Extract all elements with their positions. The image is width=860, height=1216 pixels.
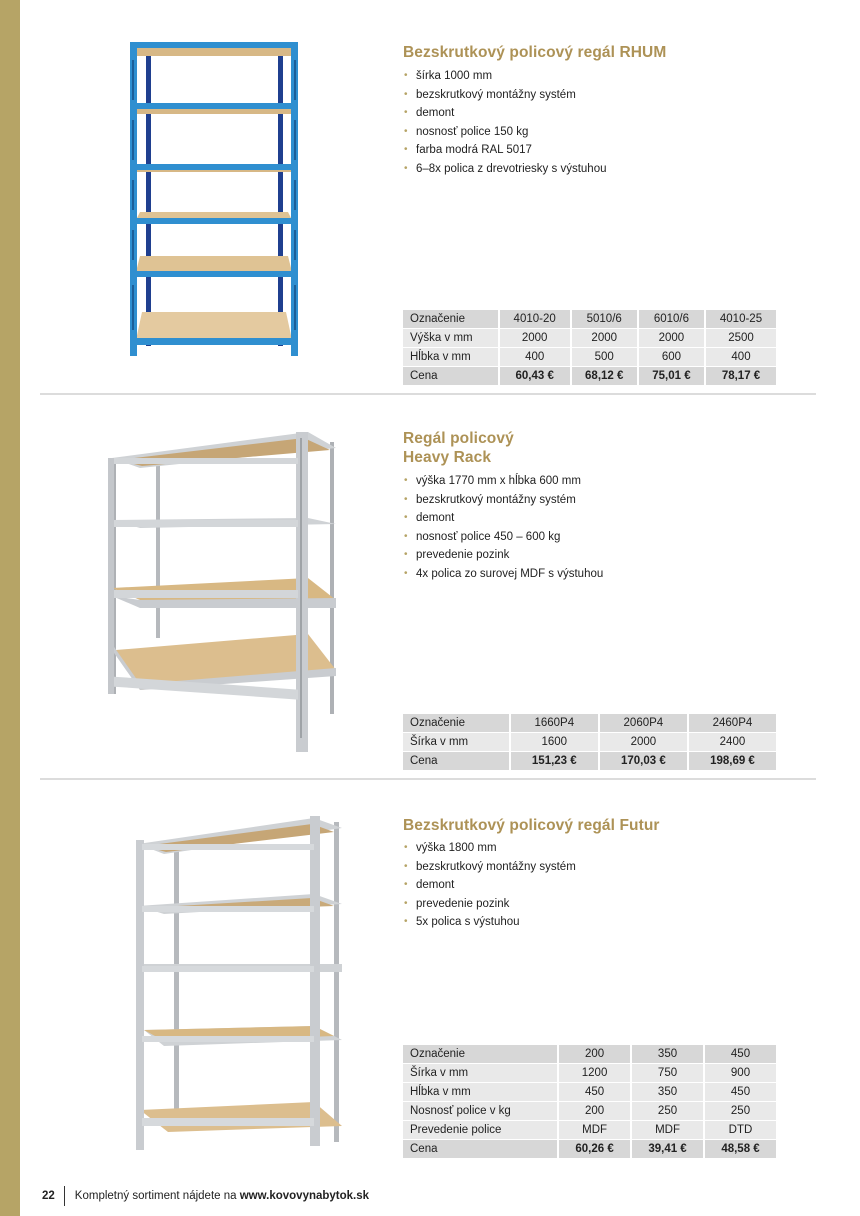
table-cell: Šírka v mm <box>403 733 509 752</box>
spec-table-heavy-rack <box>403 714 776 771</box>
table-cell: 2000 <box>637 329 704 348</box>
price-cell: 68,12 € <box>570 367 637 386</box>
feature-item: • bezskrutkový montážny systém <box>403 491 603 510</box>
table-cell: Výška v mm <box>403 329 498 348</box>
feature-item: • bezskrutkový montážny systém <box>403 858 576 877</box>
table-header-row <box>403 310 776 329</box>
table-cell: 2500 <box>704 329 776 348</box>
footer-text: Kompletný sortiment nájdete na <box>74 1190 237 1202</box>
table-row <box>403 1102 776 1121</box>
table-cell: 2060P4 <box>598 714 687 733</box>
table-cell: 1200 <box>557 1064 630 1083</box>
table-cell: 450 <box>703 1045 776 1064</box>
feature-list-futur <box>403 839 576 932</box>
table-cell: 400 <box>704 348 776 367</box>
table-cell: 750 <box>630 1064 703 1083</box>
table-cell: Označenie <box>403 714 509 733</box>
feature-item: • šírka 1000 mm <box>403 67 606 86</box>
feature-item: • 5x polica s výstuhou <box>403 913 576 932</box>
table-cell: Označenie <box>403 1045 557 1064</box>
feature-item: • bezskrutkový montážny systém <box>403 86 606 105</box>
feature-item: • prevedenie pozink <box>403 895 576 914</box>
table-cell: Cena <box>403 1140 557 1159</box>
table-cell: 4010-25 <box>704 310 776 329</box>
table-cell: 5010/6 <box>570 310 637 329</box>
blue-shelf-rack-illustration <box>128 40 300 358</box>
price-cell: 78,17 € <box>704 367 776 386</box>
table-cell: 250 <box>630 1102 703 1121</box>
feature-item: • 4x polica zo surovej MDF s výstuhou <box>403 565 603 584</box>
table-cell: 6010/6 <box>637 310 704 329</box>
feature-item: • výška 1800 mm <box>403 839 576 858</box>
table-cell: 450 <box>703 1083 776 1102</box>
table-cell: 2000 <box>570 329 637 348</box>
table-cell: 350 <box>630 1083 703 1102</box>
table-cell: 2460P4 <box>687 714 776 733</box>
price-cell: 75,01 € <box>637 367 704 386</box>
table-cell: 500 <box>570 348 637 367</box>
product-image-futur <box>134 814 344 1154</box>
price-cell: 39,41 € <box>630 1140 703 1159</box>
price-cell: 151,23 € <box>509 752 598 771</box>
table-cell: MDF <box>630 1121 703 1140</box>
feature-list-heavy-rack <box>403 472 603 584</box>
table-cell: 900 <box>703 1064 776 1083</box>
table-row <box>403 1064 776 1083</box>
feature-item: • farba modrá RAL 5017 <box>403 141 606 160</box>
table-cell: 2400 <box>687 733 776 752</box>
feature-item: • demont <box>403 104 606 123</box>
galvanized-futur-rack-illustration <box>134 814 344 1154</box>
table-row <box>403 1083 776 1102</box>
table-cell: 2000 <box>498 329 570 348</box>
product-image-heavy-rack <box>104 428 340 754</box>
table-cell: 200 <box>557 1045 630 1064</box>
price-cell: 170,03 € <box>598 752 687 771</box>
table-cell: 1660P4 <box>509 714 598 733</box>
table-cell: 450 <box>557 1083 630 1102</box>
feature-item: • nosnosť police 450 – 600 kg <box>403 528 603 547</box>
table-row <box>403 348 776 367</box>
feature-item: • 6–8x polica z drevotriesky s výstuhou <box>403 160 606 179</box>
table-row <box>403 1121 776 1140</box>
table-cell: Nosnosť police v kg <box>403 1102 557 1121</box>
page-number: 22 <box>42 1190 55 1202</box>
section-divider <box>40 393 816 395</box>
table-cell: Označenie <box>403 310 498 329</box>
price-row <box>403 1140 776 1159</box>
galvanized-heavy-rack-illustration <box>104 428 340 754</box>
table-cell: 400 <box>498 348 570 367</box>
price-row <box>403 367 776 386</box>
table-cell: DTD <box>703 1121 776 1140</box>
product-image-rhum <box>128 40 300 358</box>
table-cell: 1600 <box>509 733 598 752</box>
product-title-futur: Bezskrutkový policový regál Futur <box>403 817 660 834</box>
table-cell: Šírka v mm <box>403 1064 557 1083</box>
feature-item: • nosnosť police 150 kg <box>403 123 606 142</box>
table-cell: Hĺbka v mm <box>403 1083 557 1102</box>
product-title-rhum: Bezskrutkový policový regál RHUM <box>403 44 667 61</box>
table-cell: 2000 <box>598 733 687 752</box>
section-divider <box>40 778 816 780</box>
page-footer <box>42 1186 369 1206</box>
table-cell: 4010-20 <box>498 310 570 329</box>
feature-item: • prevedenie pozink <box>403 546 603 565</box>
footer-separator <box>64 1186 65 1206</box>
product-title-heavy-rack: Regál policový Heavy Rack <box>403 430 514 466</box>
gold-side-bar <box>0 0 20 1216</box>
table-row <box>403 329 776 348</box>
spec-table-rhum <box>403 310 776 386</box>
price-cell: 60,43 € <box>498 367 570 386</box>
table-cell: Prevedenie police <box>403 1121 557 1140</box>
feature-list-rhum <box>403 67 606 179</box>
spec-table-futur <box>403 1045 776 1159</box>
table-cell: 250 <box>703 1102 776 1121</box>
table-cell: Cena <box>403 367 498 386</box>
table-header-row <box>403 1045 776 1064</box>
table-cell: MDF <box>557 1121 630 1140</box>
table-cell: 200 <box>557 1102 630 1121</box>
table-cell: 600 <box>637 348 704 367</box>
table-cell: Cena <box>403 752 509 771</box>
table-row <box>403 733 776 752</box>
price-row <box>403 752 776 771</box>
table-header-row <box>403 714 776 733</box>
price-cell: 198,69 € <box>687 752 776 771</box>
price-cell: 60,26 € <box>557 1140 630 1159</box>
feature-item: • demont <box>403 876 576 895</box>
feature-item: • demont <box>403 509 603 528</box>
website-link[interactable]: www.kovovynabytok.sk <box>239 1190 370 1202</box>
feature-item: • výška 1770 mm x hĺbka 600 mm <box>403 472 603 491</box>
table-cell: Hĺbka v mm <box>403 348 498 367</box>
table-cell: 350 <box>630 1045 703 1064</box>
price-cell: 48,58 € <box>703 1140 776 1159</box>
